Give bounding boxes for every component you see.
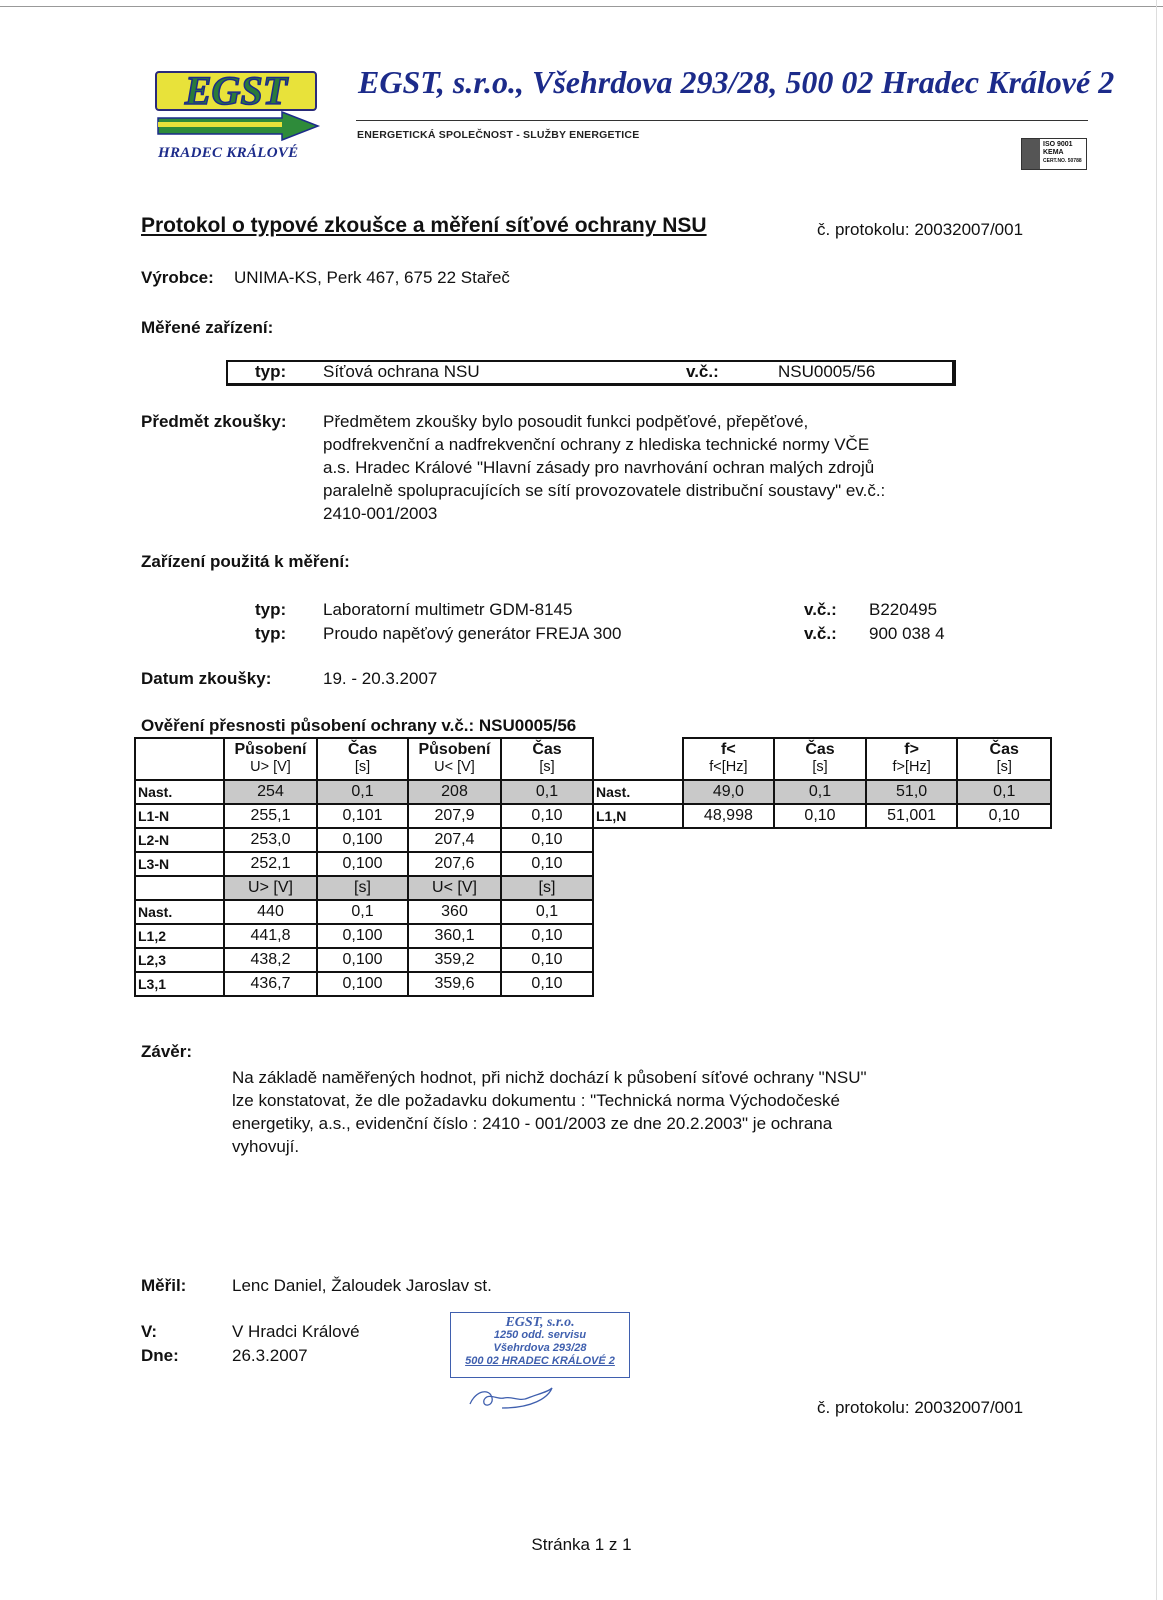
protocol-number-bottom: č. protokolu: 20032007/001 bbox=[817, 1398, 1024, 1417]
manufacturer-value: UNIMA-KS, Perk 467, 675 22 Stařeč bbox=[234, 268, 510, 287]
setting-cell: 0,1 bbox=[501, 780, 593, 804]
col-unit: [s] bbox=[501, 759, 593, 780]
table-cell: 255,1 bbox=[224, 804, 317, 828]
setting-cell: 0,1 bbox=[774, 780, 866, 804]
col-header: Čas bbox=[317, 738, 408, 759]
subject-line: paralelně spolupracujících se sítí provozovatele distribuční soustavy" ev.č.: bbox=[323, 481, 886, 500]
col-unit: [s] bbox=[501, 876, 593, 900]
company-tagline: ENERGETICKÁ SPOLEČNOST - SLUŽBY ENERGETICE bbox=[357, 129, 640, 141]
col-header: Čas bbox=[957, 738, 1051, 759]
subject-line: 2410-001/2003 bbox=[323, 504, 438, 523]
protocol-number: č. protokolu: 20032007/001 bbox=[817, 220, 1024, 239]
row-label: L2-N bbox=[135, 828, 224, 852]
table-cell: 441,8 bbox=[224, 924, 317, 948]
row-label: L1,2 bbox=[135, 924, 224, 948]
table-cell: 0,100 bbox=[317, 924, 408, 948]
header-corner bbox=[135, 738, 224, 759]
test-date-label: Datum zkoušky: bbox=[141, 669, 272, 688]
frequency-unit-row bbox=[593, 759, 1051, 780]
table-cell: 0,100 bbox=[317, 948, 408, 972]
row-label: Nast. bbox=[135, 780, 224, 804]
scan-top-edge bbox=[0, 6, 1163, 7]
table-cell: 0,10 bbox=[501, 948, 593, 972]
col-unit: U> [V] bbox=[224, 876, 317, 900]
device-typ-value: Síťová ochrana NSU bbox=[323, 362, 480, 381]
manufacturer-label: Výrobce: bbox=[141, 268, 214, 287]
table-row bbox=[135, 828, 593, 852]
row-label: L2,3 bbox=[135, 948, 224, 972]
header-divider bbox=[356, 120, 1088, 121]
place-value: V Hradci Králové bbox=[232, 1322, 360, 1341]
subject-text bbox=[323, 410, 963, 525]
instruments-label: Zařízení použitá k měření: bbox=[141, 552, 350, 571]
device-label: Měřené zařízení: bbox=[141, 318, 274, 337]
col-unit: U< [V] bbox=[408, 876, 501, 900]
setting-cell: 0,1 bbox=[957, 780, 1051, 804]
page-footer: Stránka 1 z 1 bbox=[531, 1535, 632, 1554]
table-row bbox=[593, 804, 1051, 828]
iso-line-3: CERT.NO. 50788 bbox=[1043, 158, 1082, 164]
table-row bbox=[135, 852, 593, 876]
table-row bbox=[135, 876, 593, 900]
setting-cell: 0,1 bbox=[501, 900, 593, 924]
setting-cell: 208 bbox=[408, 780, 501, 804]
row-label: Nast. bbox=[593, 780, 683, 804]
table-cell: 359,6 bbox=[408, 972, 501, 996]
device-typ-label: typ: bbox=[255, 362, 287, 381]
iso-line-1: ISO 9001 bbox=[1043, 141, 1073, 148]
frequency-table bbox=[592, 737, 1052, 829]
subject-label: Předmět zkoušky: bbox=[141, 412, 287, 431]
table-cell: 48,998 bbox=[683, 804, 775, 828]
table-title: Ověření přesnosti působení ochrany v.č.: NSU0005/56 bbox=[141, 716, 577, 735]
col-header: Působení bbox=[224, 738, 317, 759]
voltage-header-row bbox=[135, 738, 593, 759]
table-cell: 0,10 bbox=[501, 828, 593, 852]
col-unit: [s] bbox=[317, 759, 408, 780]
table-row bbox=[135, 924, 593, 948]
table-cell: 253,0 bbox=[224, 828, 317, 852]
instrument-name: Laboratorní multimetr GDM-8145 bbox=[323, 600, 573, 619]
page-title: Protokol o typové zkoušce a měření síťové ochrany NSU bbox=[141, 214, 707, 237]
col-header: Čas bbox=[774, 738, 866, 759]
iso-certificate-badge bbox=[1021, 138, 1087, 170]
date-value: 26.3.2007 bbox=[232, 1346, 308, 1365]
col-unit: [s] bbox=[957, 759, 1051, 780]
table-cell: 0,10 bbox=[957, 804, 1051, 828]
instrument-vc: 900 038 4 bbox=[869, 624, 945, 643]
col-unit: f<[Hz] bbox=[683, 759, 775, 780]
setting-cell: 360 bbox=[408, 900, 501, 924]
instrument-vc-label: v.č.: bbox=[804, 624, 837, 643]
table-cell: 252,1 bbox=[224, 852, 317, 876]
table-row bbox=[135, 804, 593, 828]
conclusion-line: energetiky, a.s., evidenční číslo : 2410 - 001/2003 ze dne 20.2.2003" je ochrana bbox=[232, 1114, 833, 1133]
table-row bbox=[135, 948, 593, 972]
test-date-value: 19. - 20.3.2007 bbox=[323, 669, 438, 688]
table-row bbox=[135, 900, 593, 924]
place-label: V: bbox=[141, 1322, 158, 1341]
header-corner bbox=[593, 759, 683, 780]
table-cell: 360,1 bbox=[408, 924, 501, 948]
row-label: L1,N bbox=[593, 804, 683, 828]
table-cell: 359,2 bbox=[408, 948, 501, 972]
col-unit: U> [V] bbox=[224, 759, 317, 780]
header-corner bbox=[593, 738, 683, 759]
voltage-table bbox=[134, 737, 594, 997]
conclusion-label: Závěr: bbox=[141, 1042, 193, 1061]
subject-line: a.s. Hradec Králové "Hlavní zásady pro navrhování ochran malých zdrojů bbox=[323, 458, 875, 477]
table-cell: 0,100 bbox=[317, 972, 408, 996]
col-header: f< bbox=[683, 738, 775, 759]
table-cell: 207,9 bbox=[408, 804, 501, 828]
col-unit: [s] bbox=[774, 759, 866, 780]
device-vc-value: NSU0005/56 bbox=[778, 362, 876, 381]
table-cell: 0,10 bbox=[774, 804, 866, 828]
setting-cell: 0,1 bbox=[317, 900, 408, 924]
table-row bbox=[135, 972, 593, 996]
table-cell: 207,4 bbox=[408, 828, 501, 852]
table-row bbox=[593, 780, 1051, 804]
stamp-line: 1250 odd. servisu bbox=[493, 1329, 587, 1341]
instrument-typ-label: typ: bbox=[255, 600, 287, 619]
logo-text: EGST bbox=[184, 68, 288, 113]
instrument-typ-label: typ: bbox=[255, 624, 287, 643]
scan-right-edge bbox=[1156, 0, 1157, 1600]
company-stamp bbox=[450, 1312, 630, 1378]
col-unit: f>[Hz] bbox=[866, 759, 958, 780]
kema-logo-icon bbox=[1022, 139, 1040, 169]
table-cell: 0,10 bbox=[501, 852, 593, 876]
table-cell: 0,10 bbox=[501, 804, 593, 828]
table-cell: 0,100 bbox=[317, 852, 408, 876]
date-label: Dne: bbox=[141, 1346, 179, 1365]
signature-icon bbox=[462, 1378, 572, 1414]
table-cell: 436,7 bbox=[224, 972, 317, 996]
row-label: L3-N bbox=[135, 852, 224, 876]
setting-cell: 440 bbox=[224, 900, 317, 924]
conclusion-line: Na základě naměřených hodnot, při nichž dochází k působení síťové ochrany "NSU" bbox=[232, 1068, 867, 1087]
table-cell: 0,10 bbox=[501, 972, 593, 996]
table-cell: 0,101 bbox=[317, 804, 408, 828]
row-label: L3,1 bbox=[135, 972, 224, 996]
measured-by-label: Měřil: bbox=[141, 1276, 187, 1295]
company-name: EGST, s.r.o., Všehrdova 293/28, 500 02 Hradec Králové 2 bbox=[358, 64, 1115, 100]
table-row bbox=[135, 780, 593, 804]
measured-by-value: Lenc Daniel, Žaloudek Jaroslav st. bbox=[232, 1276, 492, 1295]
col-header: Čas bbox=[501, 738, 593, 759]
stamp-line: Všehrdova 293/28 bbox=[493, 1342, 587, 1354]
table-cell: 0,10 bbox=[501, 924, 593, 948]
header-corner bbox=[135, 759, 224, 780]
setting-cell: 51,0 bbox=[866, 780, 958, 804]
iso-line-2: KEMA bbox=[1043, 149, 1064, 156]
table-cell: 51,001 bbox=[866, 804, 958, 828]
conclusion-line: lze konstatovat, že dle požadavku dokumentu : "Technická norma Východočeské bbox=[232, 1091, 840, 1110]
stamp-line: 500 02 HRADEC KRÁLOVÉ 2 bbox=[465, 1355, 615, 1367]
subject-line: Předmětem zkoušky bylo posoudit funkci podpěťové, přepěťové, bbox=[323, 412, 809, 431]
table-cell: 0,100 bbox=[317, 828, 408, 852]
setting-cell: 0,1 bbox=[317, 780, 408, 804]
stamp-line: EGST, s.r.o. bbox=[505, 1315, 575, 1330]
col-unit: [s] bbox=[317, 876, 408, 900]
instrument-name: Proudo napěťový generátor FREJA 300 bbox=[323, 624, 622, 643]
row-label: Nast. bbox=[135, 900, 224, 924]
instrument-vc: B220495 bbox=[869, 600, 938, 619]
table-cell: 438,2 bbox=[224, 948, 317, 972]
col-header: f> bbox=[866, 738, 958, 759]
row-label-empty bbox=[135, 876, 224, 900]
conclusion-text bbox=[232, 1066, 992, 1158]
setting-cell: 49,0 bbox=[683, 780, 775, 804]
conclusion-line: vyhovují. bbox=[232, 1137, 300, 1156]
voltage-unit-row bbox=[135, 759, 593, 780]
table-cell: 207,6 bbox=[408, 852, 501, 876]
row-label: L1-N bbox=[135, 804, 224, 828]
logo-city: HRADEC KRÁLOVÉ bbox=[158, 145, 299, 161]
subject-line: podfrekvenční a nadfrekvenční ochrany z hlediska technické normy VČE bbox=[323, 435, 870, 454]
col-unit: U< [V] bbox=[408, 759, 501, 780]
col-header: Působení bbox=[408, 738, 501, 759]
device-vc-label: v.č.: bbox=[686, 362, 719, 381]
instrument-vc-label: v.č.: bbox=[804, 600, 837, 619]
setting-cell: 254 bbox=[224, 780, 317, 804]
frequency-header-row bbox=[593, 738, 1051, 759]
